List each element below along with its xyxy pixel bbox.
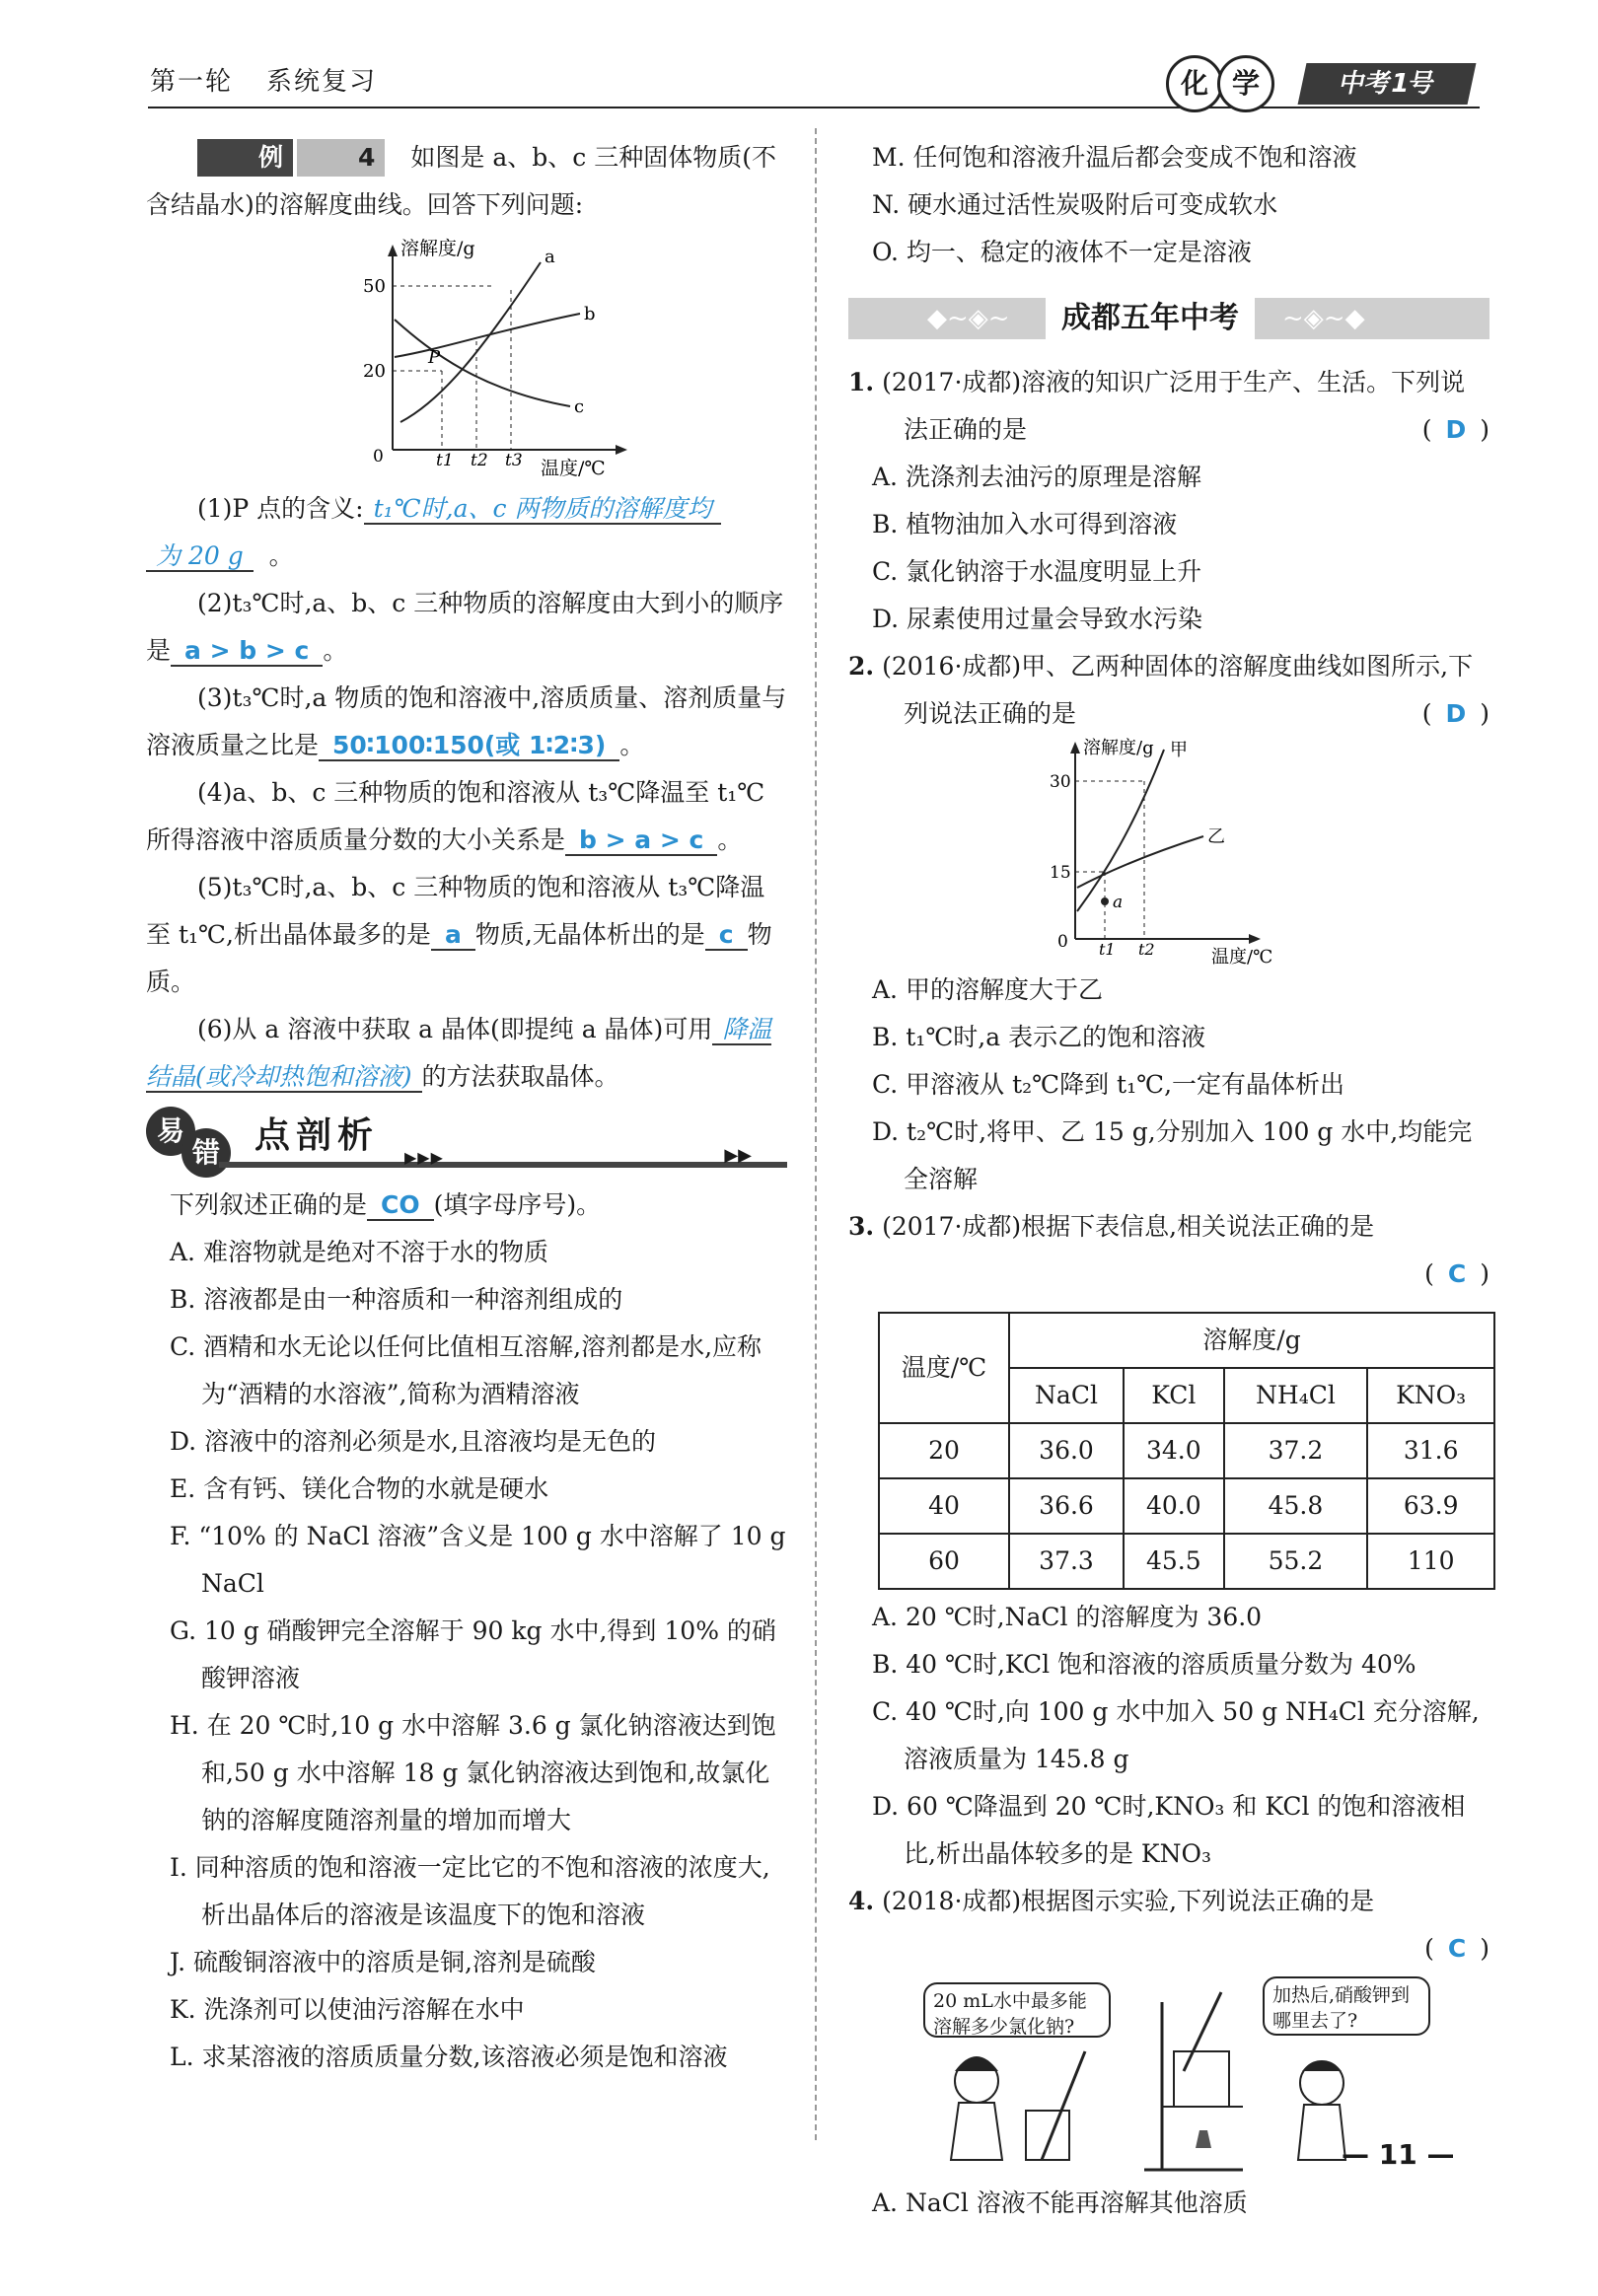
q5-text: (5)t₃℃时,a、b、c 三种物质的饱和溶液从 t₃℃降温至 t₁℃,析出晶体最多的是	[146, 873, 765, 949]
column-divider	[815, 128, 817, 2140]
cell: 37.3	[1009, 1534, 1124, 1589]
solubility-chart-abc	[333, 233, 669, 479]
q1-answer-a: t₁℃时,a、c 两物质的溶解度均	[364, 494, 722, 525]
series-tag: 中考1号	[1298, 63, 1477, 105]
series-label-jia: 甲	[1170, 740, 1188, 760]
yicuo-item-o: O. 均一、稳定的液体不一定是溶液	[872, 238, 1252, 266]
cd-q3-opt-d: D. 60 ℃降温到 20 ℃时,KNO₃ 和 KCl 的饱和溶液相比,析出晶体较多的是 KNO₃	[872, 1792, 1466, 1868]
curve-yi	[1077, 836, 1203, 888]
x-axis-arrow	[616, 445, 627, 455]
cd-q3-opt-c: C. 40 ℃时,向 100 g 水中加入 50 g NH₄Cl 充分溶解,溶液质量为 145.8 g	[872, 1697, 1480, 1773]
solubility-chart-jia-yi	[1036, 738, 1332, 967]
table-row	[879, 1423, 1494, 1478]
y-axis-label-2: 溶解度/g	[1083, 738, 1154, 758]
running-header	[150, 61, 410, 98]
q2	[146, 580, 787, 675]
y-tick-50: 50	[363, 276, 386, 297]
beaker-icon	[1026, 2111, 1069, 2160]
yicuo-item-e: E. 含有钙、镁化合物的水就是硬水	[170, 1474, 549, 1503]
yicuo-item-n: N. 硬水通过活性炭吸附后可变成软水	[872, 190, 1278, 219]
cell: 60	[879, 1534, 1009, 1589]
yicuo-intro-end: (填字母序号)。	[433, 1190, 602, 1219]
curve-jia	[1077, 750, 1164, 911]
q2-answer: a > b > c	[171, 636, 323, 667]
cd-q2-text: (2016·成都)甲、乙两种固体的溶解度曲线如图所示,下列说法正确的是	[882, 652, 1474, 728]
th-nh4cl: NH₄Cl	[1224, 1368, 1368, 1423]
th-temperature: 温度/℃	[879, 1313, 1009, 1423]
cd-q4-text: (2018·成都)根据图示实验,下列说法正确的是	[882, 1887, 1375, 1915]
series-label-b: b	[584, 304, 596, 324]
q4-answer: b > a > c	[565, 825, 717, 856]
cd-q1-opt-a: A. 洗涤剂去油污的原理是溶解	[872, 463, 1201, 491]
y-axis-arrow-2	[1070, 742, 1080, 753]
series-label-yi: 乙	[1207, 826, 1225, 847]
solubility-table	[878, 1312, 1495, 1590]
cd-q2-stem	[848, 643, 1489, 738]
cell: 40	[879, 1478, 1009, 1534]
chengdu-title: 成都五年中考	[1046, 296, 1255, 341]
cell: 36.6	[1009, 1478, 1124, 1534]
cell: 36.0	[1009, 1423, 1124, 1478]
table-row	[879, 1534, 1494, 1589]
curve-c	[395, 320, 570, 406]
x-axis-arrow-2	[1249, 934, 1261, 944]
yicuo-item-l: L. 求某溶液的溶质质量分数,该溶液必须是饱和溶液	[170, 2043, 728, 2071]
yicuo-item-b: B. 溶液都是由一种溶质和一种溶剂组成的	[170, 1285, 623, 1314]
cd-q3-num: 3.	[848, 1212, 875, 1241]
q1-answer-b: 为 20 g	[146, 541, 254, 572]
th-solubility: 溶解度/g	[1009, 1313, 1494, 1368]
example-stem	[146, 134, 787, 229]
cd-q1-opt-c: C. 氯化钠溶于水温度明显上升	[872, 557, 1202, 586]
q1-end: 。	[268, 541, 294, 570]
q2-end: 。	[323, 636, 348, 665]
q4-end: 。	[717, 825, 743, 854]
series-label-a: a	[545, 247, 555, 267]
x-tick-t3: t3	[505, 451, 523, 470]
q2-text: (2)t₃℃时,a、b、c 三种物质的溶解度由大到小的顺序是	[146, 589, 784, 665]
q1-text: (1)P 点的含义:	[197, 494, 364, 523]
cd-q1-choice: ( D )	[1421, 415, 1489, 444]
boy-hair-icon	[1302, 2061, 1342, 2071]
q4	[146, 769, 787, 864]
cd-q2-opt-b: B. t₁℃时,a 表示乙的饱和溶液	[872, 1023, 1206, 1051]
point-a-label: a	[1113, 893, 1124, 912]
brand-logo	[1166, 55, 1491, 110]
yicuo-item-h: H. 在 20 ℃时,10 g 水中溶解 3.6 g 氯化钠溶液达到饱和,50 g 水中溶解 18 g 氯化钠溶液达到饱和,故氯化钠的溶解度随溶剂量的增加而增大	[170, 1711, 776, 1834]
cd-q3-text: (2017·成都)根据下表信息,相关说法正确的是	[882, 1212, 1375, 1241]
yicuo-char-2: 错	[182, 1128, 231, 1178]
q6-end: 的方法获取晶体。	[421, 1062, 619, 1091]
q6-text: (6)从 a 溶液中获取 a 晶体(即提纯 a 晶体)可用	[197, 1015, 713, 1043]
cd-q2-choice: ( D )	[1421, 699, 1489, 728]
q1-cont	[146, 533, 787, 580]
arrow-decoration-1: ▶▶▶	[404, 1148, 444, 1167]
yicuo-item-c: C. 酒精和水无论以任何比值相互溶解,溶剂都是水,应称为“酒精的水溶液”,简称为酒精溶液	[170, 1332, 763, 1408]
yicuo-item-k: K. 洗涤剂可以使油污溶解在水中	[170, 1995, 525, 2024]
cell: 37.2	[1224, 1423, 1368, 1478]
th-nacl: NaCl	[1009, 1368, 1124, 1423]
q5-mid: 物质,无晶体析出的是	[474, 920, 705, 949]
x-axis-label-2: 温度/℃	[1211, 947, 1273, 967]
cell: 110	[1367, 1534, 1494, 1589]
q5	[146, 864, 787, 1006]
example-stem-text: 如图是 a、b、c 三种固体物质(不含结晶水)的溶解度曲线。回答下列问题:	[146, 143, 776, 219]
cd-q1-opt-d: D. 尿素使用过量会导致水污染	[872, 605, 1203, 633]
q5-end: 物质。	[146, 920, 772, 996]
y-tick-20: 20	[363, 361, 386, 382]
cd-q3-opt-a: A. 20 ℃时,NaCl 的溶解度为 36.0	[872, 1603, 1263, 1631]
yicuo-char-1: 易	[146, 1107, 195, 1156]
example-number: 4	[297, 139, 385, 177]
x-axis-label: 温度/℃	[541, 458, 606, 479]
girl-body-icon	[951, 2103, 1002, 2160]
y-axis-arrow	[388, 245, 398, 256]
th-kcl: KCl	[1124, 1368, 1224, 1423]
cd-q3-opt-b: B. 40 ℃时,KCl 饱和溶液的溶质质量分数为 40%	[872, 1650, 1416, 1679]
cd-q2-opt-a: A. 甲的溶解度大于乙	[872, 975, 1103, 1004]
cd-q2-opt-c: C. 甲溶液从 t₂℃降到 t₁℃,一定有晶体析出	[872, 1070, 1345, 1099]
cd-q2-num: 2.	[848, 652, 875, 681]
cd-q4-stem	[848, 1878, 1489, 1925]
cd-q3-choice: ( C )	[1424, 1259, 1489, 1288]
page-number: — 11 —	[1342, 2138, 1455, 2171]
cd-q3-choice-line	[848, 1251, 1489, 1298]
q1	[146, 485, 787, 533]
cell: 63.9	[1367, 1478, 1494, 1534]
yicuo-item-g: G. 10 g 硝酸钾完全溶解于 90 kg 水中,得到 10% 的硝酸钾溶液	[170, 1616, 776, 1692]
brand-hua: 化	[1166, 55, 1223, 112]
yicuo-intro-text: 下列叙述正确的是	[170, 1190, 368, 1219]
q3-text: (3)t₃℃时,a 物质的饱和溶液中,溶质质量、溶剂质量与溶液质量之比是	[146, 683, 787, 759]
x-tick-t2-2: t2	[1138, 940, 1155, 959]
cd-q1-answer: D	[1445, 415, 1467, 444]
cd-q2-opt-d: D. t₂℃时,将甲、乙 15 g,分别加入 100 g 水中,均能完全溶解	[872, 1117, 1473, 1193]
cd-q4-choice: ( C )	[1424, 1934, 1489, 1963]
right-column	[848, 134, 1489, 2227]
point-a	[1101, 897, 1109, 905]
yicuo-item-d: D. 溶液中的溶剂必须是水,且溶液均是无色的	[170, 1427, 656, 1456]
q5-answer-2: c	[705, 920, 748, 951]
cd-q1-opt-b: B. 植物油加入水可得到溶液	[872, 510, 1178, 538]
header-section: 系统复习	[266, 67, 378, 97]
example-badge: 例	[197, 139, 293, 177]
yicuo-item-i: I. 同种溶质的饱和溶液一定比它的不饱和溶液的浓度大,析出晶体后的溶液是该温度下的饱和溶液	[170, 1853, 770, 1929]
girl-hair-icon	[955, 2056, 998, 2071]
q6-answer: 降温结晶(或冷却热饱和溶液)	[146, 1015, 772, 1091]
cell: 40.0	[1124, 1478, 1224, 1534]
thermometer-icon	[1184, 1992, 1221, 2071]
cd-q2-answer: D	[1445, 699, 1467, 728]
x-tick-t1-2: t1	[1099, 940, 1116, 959]
cell: 20	[879, 1423, 1009, 1478]
q3	[146, 675, 787, 769]
cd-q4-num: 4.	[848, 1887, 875, 1915]
cd-q3-stem	[848, 1203, 1489, 1251]
cell: 31.6	[1367, 1423, 1494, 1478]
yicuo-item-a: A. 难溶物就是绝对不溶于水的物质	[170, 1238, 548, 1266]
cd-q4-answer: C	[1447, 1934, 1467, 1963]
point-p-label: P	[428, 347, 441, 368]
glass-rod-icon	[1042, 2051, 1085, 2160]
table-row	[879, 1478, 1494, 1534]
q6	[146, 1006, 787, 1101]
cell: 34.0	[1124, 1423, 1224, 1478]
q3-answer: 50∶100∶150(或 1∶2∶3)	[319, 731, 619, 761]
yicuo-item-m: M. 任何饱和溶液升温后都会变成不饱和溶液	[872, 143, 1357, 172]
origin-label: 0	[373, 447, 384, 466]
cd-q3-answer: C	[1447, 1259, 1467, 1288]
heated-beaker-icon	[1174, 2051, 1229, 2107]
th-kno3: KNO₃	[1367, 1368, 1494, 1423]
alcohol-lamp-icon	[1196, 2130, 1211, 2148]
header-round: 第一轮	[150, 67, 234, 97]
yicuo-item-f: F. “10% 的 NaCl 溶液”含义是 100 g 水中溶解了 10 g NaCl	[170, 1522, 786, 1598]
cd-q4-opt-a: A. NaCl 溶液不能再溶解其他溶质	[872, 2188, 1248, 2217]
cell: 55.2	[1224, 1534, 1368, 1589]
speech-bubble-2: 加热后,硝酸钾到哪里去了?	[1263, 1976, 1430, 2036]
ornament-left-icon: ◆~◈~	[927, 304, 1010, 333]
q4-text: (4)a、b、c 三种物质的饱和溶液从 t₃℃降温至 t₁℃所得溶液中溶质质量分数的大小关系是	[146, 778, 765, 854]
arrow-decoration-2: ▶▶	[724, 1145, 752, 1166]
q5-answer-1: a	[431, 920, 475, 951]
ornament-right-icon: ~◈~◆	[1282, 304, 1365, 333]
yicuo-title: 点剖析	[254, 1115, 380, 1156]
curve-b	[395, 314, 580, 357]
origin-label-2: 0	[1057, 932, 1068, 952]
cell: 45.8	[1224, 1478, 1368, 1534]
yicuo-item-j: J. 硫酸铜溶液中的溶质是铜,溶剂是硫酸	[170, 1948, 596, 1976]
series-label-c: c	[574, 396, 585, 417]
y-axis-label: 溶解度/g	[400, 238, 475, 259]
chengdu-section-header	[848, 290, 1489, 347]
cd-q1-text: (2017·成都)溶液的知识广泛用于生产、生活。下列说法正确的是	[882, 368, 1466, 444]
cd-q1-num: 1.	[848, 368, 875, 396]
brand-xue: 学	[1217, 55, 1274, 112]
y-tick-30: 30	[1050, 772, 1071, 792]
x-tick-t1: t1	[436, 451, 454, 470]
yicuo-header	[146, 1107, 787, 1176]
yicuo-answer: CO	[367, 1190, 434, 1221]
yicuo-intro	[146, 1182, 787, 1229]
speech-bubble-1: 20 mL水中最多能溶解多少氯化钠?	[923, 1982, 1111, 2038]
left-column	[146, 134, 787, 2081]
y-tick-15: 15	[1050, 863, 1071, 883]
cd-q1-stem	[848, 359, 1489, 454]
cd-q4-choice-line	[848, 1925, 1489, 1973]
cell: 45.5	[1124, 1534, 1224, 1589]
boy-body-icon	[1298, 2105, 1345, 2160]
x-tick-t2: t2	[471, 451, 488, 470]
q3-end: 。	[619, 731, 645, 759]
